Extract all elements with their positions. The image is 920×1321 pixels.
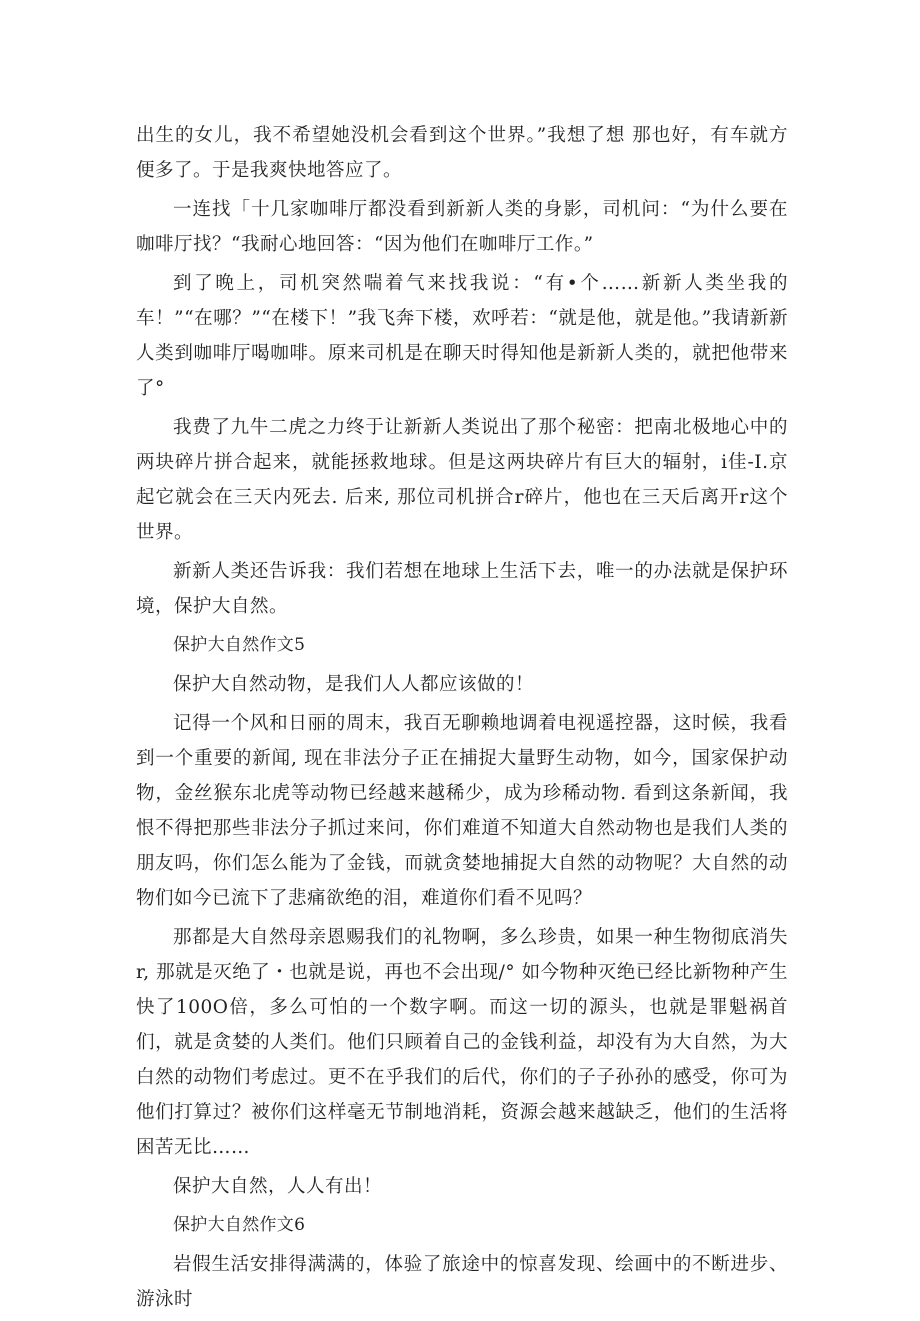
paragraph: 岩假生活安排得满满的，体验了旅途中的惊喜发现、绘画中的不断进步、游泳时 (136, 1254, 788, 1310)
paragraph: 我费了九牛二虎之力终于让新新人类说出了那个秘密：把南北极地心中的两块碎片拼合起来，就能拯救地球。但是这两块碎片有巨大的辐射，i佳-I.京起它就会在三天内死去. 后来, 那位司机拼合r碎片，他也在三天后离开r这个世界。 (136, 417, 788, 543)
paragraph: 保护大自然动物，是我们人人都应该做的！ (173, 674, 535, 695)
paragraph: 一连找「十几家咖啡厅都没看到新新人类的身影，司机问：“为什么要在咖啡厅找？“我耐心地回答：“因为他们在咖啡厅工作。” (136, 199, 788, 255)
paragraph: 到了晚上，司机突然喘着气来找我说：“有•个……新新人类坐我的车！”“在哪？”“在楼下！”我飞奔下楼，欢呼若：“就是他，就是他。”我请新新人类到咖啡厅喝咖啡。原来司机是在聊天时得知他是新新人类的，就把他带来了° (136, 273, 788, 399)
section-heading: 保护大自然作文5 (173, 635, 306, 655)
section-heading: 保护大自然作文6 (173, 1215, 306, 1235)
paragraph-continuation: 出生的女儿，我不希望她没机会看到这个世界。”我想了想 那也好，有车就方便多了。于是我爽快地答应了。 (136, 125, 788, 181)
document-body (136, 118, 788, 1321)
paragraph: 新新人类还告诉我：我们若想在地球上生活下去，唯一的办法就是保护环境，保护大自然。 (136, 561, 788, 617)
paragraph: 记得一个风和日丽的周末，我百无聊赖地调着电视遥控器，这时候，我看到一个重要的新闻, 现在非法分子正在捕捉大量野生动物，如今，国家保护动物，金丝猴东北虎等动物已经越来越稀少，成为珍稀动物. 看到这条新闻，我恨不得把那些非法分子抓过来问，你们难道不知道大自然动物也是我们人类的朋友吗，你们怎么能为了金钱，而就贪婪地捕捉大自然的动物呢？大自然的动物们如今已流下了悲痛欲绝的泪，难道你们看不见吗？ (136, 713, 788, 909)
paragraph: 那都是大自然母亲恩赐我们的礼物啊，多么珍贵，如果一种生物彻底消失r, 那就是灭绝了・也就是说，再也不会出现/° 如今物种灭绝已经比新物种产生快了100O倍，多么可怕的一个数字啊。而这一切的源头，也就是罪魁祸首们，就是贪婪的人类们。他们只顾着自己的金钱利益，却没有为大自然，为大白然的动物们考虑过。更不在乎我们的后代，你们的子子孙孙的感受，你可为他们打算过？被你们这样毫无节制地消耗，资源会越来越缺乏，他们的生活将困苦无比…… (136, 927, 788, 1158)
paragraph: 保护大自然，人人有出！ (173, 1176, 383, 1197)
